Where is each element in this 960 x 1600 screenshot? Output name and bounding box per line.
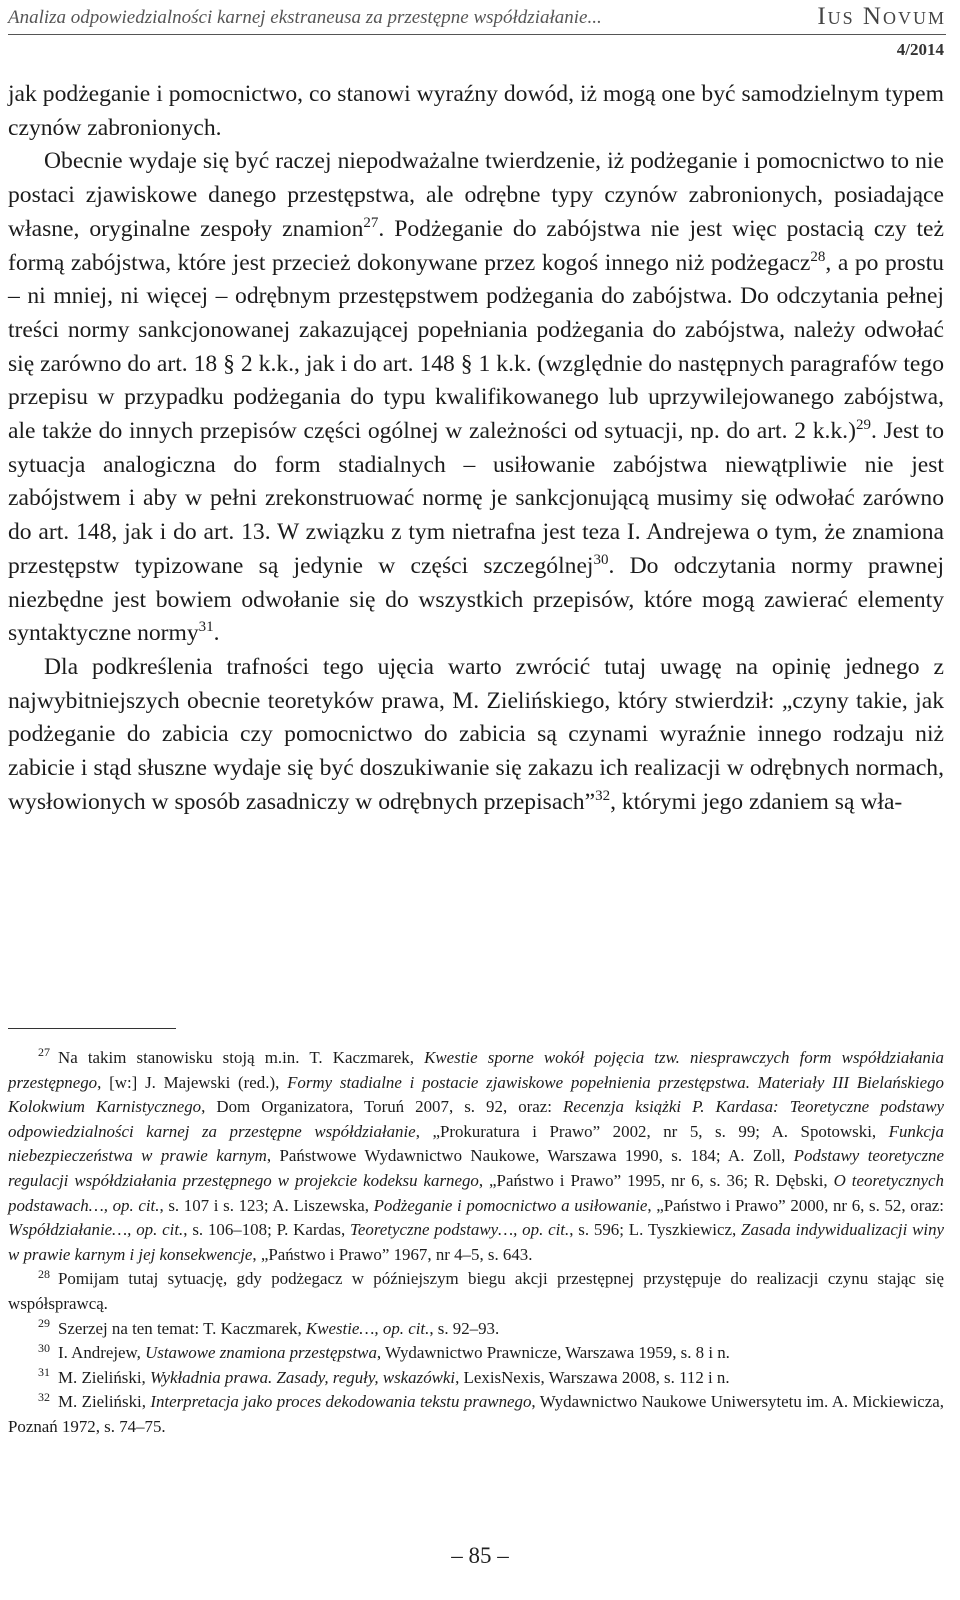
issue-number: 4/2014 [896, 40, 944, 59]
footnote-text: Kwestie sporne wokół pojęcia tzw. niesprawczych form współdziałania przestępnego [8, 1048, 944, 1092]
footnote-text: Ustawowe znamiona przestępstwa [145, 1343, 377, 1363]
paragraph-2-text-e: . Do odczytania normy prawnej niezbędne jest bowiem odwołanie się do wszystkich przepisów, które mogą zawierać elementy syntaktyczne normy [8, 552, 944, 647]
footnote-text: M. Zieliński, [58, 1392, 151, 1412]
footnote-text: M. Zieliński, [58, 1367, 150, 1387]
footnote-text: , Państwowe Wydawnictwo Naukowe, Warszawa 1990, s. 184; A. Zoll, [266, 1146, 794, 1166]
footnote-text: Pomijam tutaj sytuację, gdy podżegacz w późniejszym biegu akcji przestępnej przystępuje do realizacji czynu stając się współsprawcą. [8, 1269, 944, 1313]
footnote-number: 32 [38, 1389, 50, 1404]
paragraph-2-text-b: . Podżeganie do zabójstwa nie jest więc postacią czy też formą zabójstwa, które jest przecież dokonywane przez kogoś innego niż podżegacz [8, 215, 944, 276]
paragraph-2-text-d: . Jest to sytuacja analogiczna do form stadialnych – usiłowanie zabójstwa niewątpliwie nie jest zabójstwem i aby w pełni zrekonstruować normę je sankcjonującą musimy się odwołać zarówno do art. 148, jak i do art. 13. W związku z tym nietrafna jest teza I. Andrejewa o tym, że znamiona przestępstw typizowane są jedynie w części szczególnej [8, 418, 944, 579]
paragraph-3 [8, 651, 944, 820]
paragraph-2-text-f: . [213, 620, 220, 647]
footnote-number: 27 [38, 1045, 50, 1060]
footnote-text: Recenzja książki P. Kardasa: Teoretyczne podstawy odpowiedzialności karnej za przestępne współdziałanie [8, 1097, 945, 1141]
footnote-ref-27[interactable]: 27 [363, 214, 379, 231]
footnote-text: Wykładnia prawa. Zasady, reguły, wskazówki [149, 1367, 456, 1387]
footnote-text: O teoretycznych podstawach…, op. cit. [8, 1170, 944, 1215]
footnote-text: I. Andrejew, [58, 1343, 146, 1363]
footnote-30 [8, 1341, 944, 1366]
footnote-number: 29 [38, 1315, 50, 1330]
footnote-text: , „Państwo i Prawo” 1995, nr 6, s. 36; R. Dębski, [478, 1170, 834, 1190]
footnote-text: , s. 106–108; P. Kardas, [183, 1220, 351, 1240]
paragraph-2-text-a: Obecnie wydaje się być raczej niepodważalne twierdzenie, iż podżeganie i pomocnictwo to nie postaci zjawiskowe danego przestępstwa, ale odrębne typy czynów zabronionych, posiadające własne, oryginalne zespoły znamion [8, 148, 944, 242]
footnote-ref-29[interactable]: 29 [855, 417, 871, 434]
paragraph-3-text-a: Dla podkreślenia trafności tego ujęcia warto zwrócić tutaj uwagę na opinię jednego z najwybitniejszych obecnie teoretyków prawa, M. Zielińskiego, który stwierdził: „czyny takie, jak podżeganie do zabicia czy pomocnictwo do zabicia są czynami wyraźnie innego rodzaju niż zabicie i stąd słuszne wydaje się być doszukiwanie się zakazu ich realizacji w odrębnych normach, wysłowionych w sposób zasadniczy w odrębnych przepisach” [8, 653, 944, 815]
footnotes [8, 1046, 944, 1440]
footnote-text: , s. 92–93. [429, 1318, 500, 1338]
footnote-text: Szerzej na ten temat: T. Kaczmarek, [58, 1318, 306, 1338]
footnote-text: Współdziałanie…, op. cit. [8, 1220, 184, 1240]
footnote-text: , Dom Organizatora, Toruń 2007, s. 92, oraz: [201, 1097, 564, 1117]
page-number: – 85 – [451, 1543, 509, 1568]
footnote-text: , s. 596; L. Tyszkiewicz, [569, 1220, 742, 1240]
footnote-32 [8, 1390, 944, 1439]
paragraph-1-text: jak podżeganie i pomocnictwo, co stanowi wyraźny dowód, iż mogą one być samodzielnym typem czynów zabronionych. [8, 81, 944, 141]
footnote-text: Funkcja niebezpieczeństwa w prawie karnym [8, 1121, 944, 1166]
journal-name: Ius Novum [817, 3, 946, 30]
footnote-text: , „Państwo i Prawo” 1967, nr 4–5, s. 643. [252, 1244, 533, 1264]
footnote-text: , Wydawnictwo Prawnicze, Warszawa 1959, s. 8 i n. [376, 1343, 730, 1363]
footnote-number: 30 [38, 1340, 50, 1355]
main-text [8, 78, 944, 819]
footnote-text: , [w:] J. Majewski (red.), [97, 1072, 288, 1092]
footnote-text: , „Państwo i Prawo” 2000, nr 6, s. 52, oraz: [647, 1195, 945, 1215]
footnote-text: Podstawy teoretyczne regulacji współdziałania przestępnego w projekcie kodeksu karnego [8, 1146, 944, 1190]
footnote-ref-30[interactable]: 30 [593, 551, 609, 568]
footnote-text: Na takim stanowisku stoją m.in. T. Kaczmarek, [58, 1048, 425, 1067]
footnote-text: , „Prokuratura i Prawo” 2002, nr 5, s. 99; A. Spotowski, [415, 1121, 889, 1141]
footnote-number: 31 [38, 1365, 50, 1380]
footnote-ref-28[interactable]: 28 [810, 248, 826, 265]
footnote-text: Formy stadialne i postacie zjawiskowe popełnienia przestępstwa. Materiały III Bielańskiego Kolokwium Karnistycznego [8, 1072, 944, 1117]
footnote-separator [8, 1028, 176, 1029]
footnote-28 [8, 1267, 944, 1316]
footnote-text: Podżeganie i pomocnictwo a usiłowanie [373, 1195, 648, 1215]
footnote-number: 28 [38, 1266, 50, 1281]
footnote-text: , s. 107 i s. 123; A. Liszewska, [159, 1195, 374, 1215]
footnote-text: Teoretyczne podstawy…, op. cit. [350, 1220, 570, 1240]
footnote-29 [8, 1317, 944, 1342]
footnote-text: Interpretacja jako proces dekodowania tekstu prawnego [150, 1392, 532, 1412]
footnote-ref-31[interactable]: 31 [198, 619, 214, 636]
footnote-text: Kwestie…, op. cit. [305, 1318, 430, 1338]
paragraph-3-text-b: , którymi jego zdaniem są wła- [610, 788, 903, 815]
footnote-27 [8, 1046, 944, 1267]
footnote-text: , LexisNexis, Warszawa 2008, s. 112 i n. [455, 1367, 730, 1387]
paragraph-2 [8, 145, 944, 651]
paragraph-2-text-c: , a po prostu – ni mniej, ni więcej – odrębnym przestępstwem podżegania do zabójstwa. Do odczytania pełnej treści normy sankcjonowanej zakazującej popełniania podżegania do zabójstwa, należy odwołać się zarówno do art. 18 § 2 k.k., jak i do art. 148 § 1 k.k. (względnie do następnych paragrafów tego przepisu w przypadku podżegania do typu kwalifikowanego lub uprzywilejowanego zabójstwa, ale także do innych przepisów części ogólnej w zależności od sytuacji, np. do art. 2 k.k.) [8, 249, 944, 445]
running-title: Analiza odpowiedzialności karnej ekstraneusa za przestępne współdziałanie... [8, 7, 602, 28]
footnote-ref-32[interactable]: 32 [595, 787, 611, 804]
footnote-31 [8, 1366, 944, 1391]
footnote-text: Zasada indywidualizacji winy w prawie karnym i jej konsekwencje [8, 1220, 945, 1264]
running-header [8, 0, 946, 35]
footnote-text: , Wydawnictwo Naukowe Uniwersytetu im. A. Mickiewicza, Poznań 1972, s. 74–75. [8, 1392, 945, 1436]
paragraph-1 [8, 78, 944, 145]
